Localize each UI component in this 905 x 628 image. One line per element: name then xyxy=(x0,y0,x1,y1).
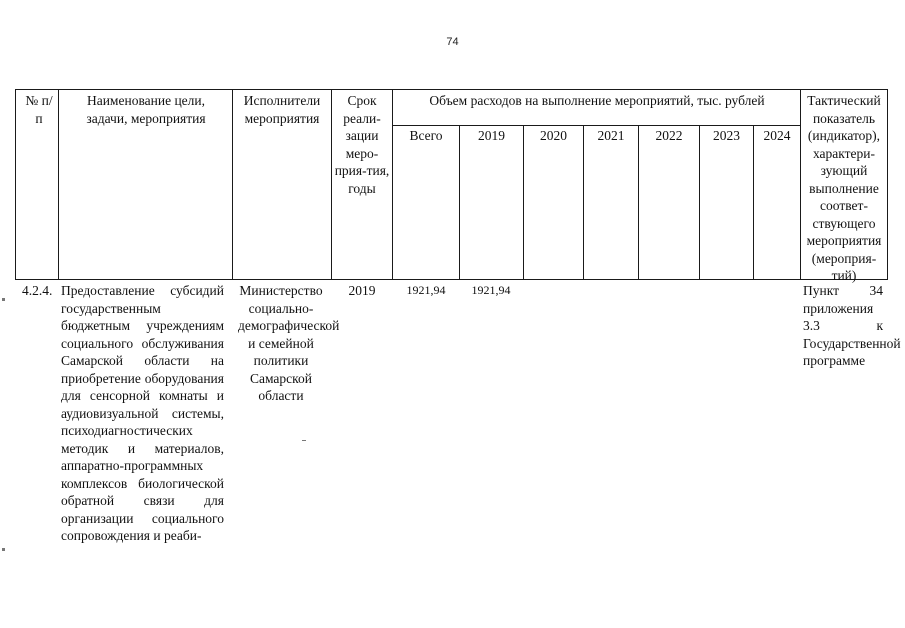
row-term: 2019 xyxy=(348,283,376,298)
subheader-divider xyxy=(392,125,800,126)
header-expenses: Объем расходов на выполнение мероприятий, тыс. рублей xyxy=(429,93,765,108)
subheader-2023: 2023 xyxy=(713,128,740,143)
column-divider xyxy=(523,125,524,280)
header-executors: Исполнители мероприятия xyxy=(243,93,321,126)
column-divider xyxy=(699,125,700,280)
row-num: 4.2.4. xyxy=(22,283,53,298)
column-divider xyxy=(58,89,59,280)
page-number: 74 xyxy=(446,36,459,48)
column-divider xyxy=(583,125,584,280)
column-divider xyxy=(232,89,233,280)
row-2019: 1921,94 xyxy=(471,283,511,297)
scan-speck xyxy=(2,298,5,301)
column-divider xyxy=(331,89,332,280)
subheader-2019: 2019 xyxy=(478,128,505,143)
row-indicator: Пункт 34 приложения 3.3 к Государственной программе xyxy=(803,283,901,368)
column-divider xyxy=(753,125,754,280)
header-term: Срок реали-зации меро-прия-тия, годы xyxy=(334,93,390,196)
subheader-total: Всего xyxy=(409,128,443,143)
row-name: Предоставление субсидий государственным бюджетным учреждениям социального обслуживания Самарской области на приобретение оборудования для сенсорной комнаты и аудиовизуальной системы, психодиагностических методик и материалов, аппаратно-программных комплексов биологической обратной связи для организации социального сопровождения и реаби- xyxy=(61,283,224,543)
column-divider xyxy=(638,125,639,280)
header-num: № п/п xyxy=(25,93,53,126)
subheader-2022: 2022 xyxy=(655,128,683,143)
subheader-2020: 2020 xyxy=(540,128,567,143)
subheader-2024: 2024 xyxy=(763,128,791,143)
scan-speck xyxy=(302,440,306,441)
column-divider xyxy=(392,89,393,280)
header-indicator: Тактический показатель (индикатор), характери-зующий выполнение соответ-ствующего мероприятия (мероприя-тий) xyxy=(806,93,882,283)
row-executor: Министерство социально-демографической и семейной политики Самарской области xyxy=(238,283,340,403)
header-name: Наименование цели, задачи, мероприятия xyxy=(86,93,206,126)
column-divider xyxy=(459,125,460,280)
scan-speck xyxy=(2,548,5,551)
subheader-2021: 2021 xyxy=(597,128,625,143)
row-total: 1921,94 xyxy=(406,283,446,297)
